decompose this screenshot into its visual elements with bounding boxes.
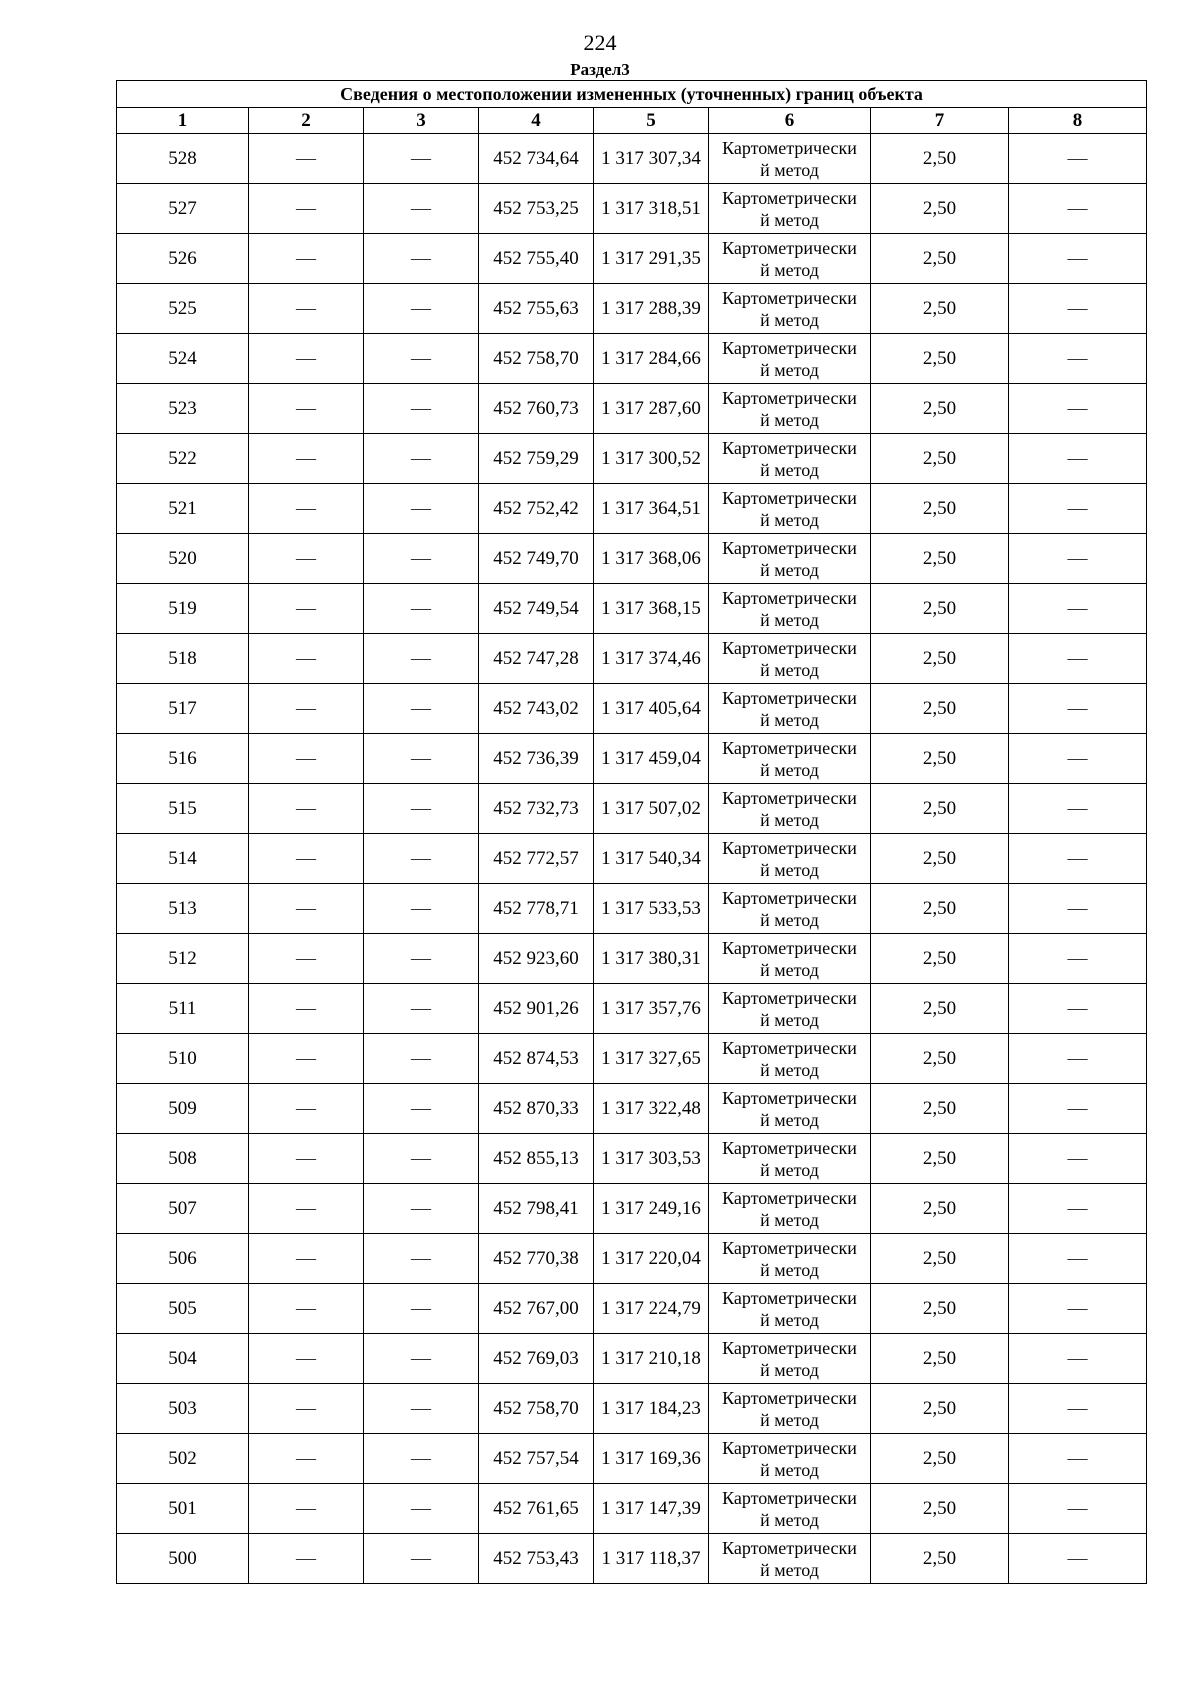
accuracy-cell: 2,50 [871, 1234, 1009, 1284]
table-row [117, 284, 1147, 334]
x-coordinate-cell: 452 732,73 [479, 784, 594, 834]
col3-cell: — [364, 434, 479, 484]
table-row [117, 984, 1147, 1034]
x-coordinate-cell: 452 743,02 [479, 684, 594, 734]
y-coordinate-cell: 1 317 374,46 [594, 634, 709, 684]
accuracy-cell: 2,50 [871, 1434, 1009, 1484]
column-header-4: 4 [479, 108, 594, 134]
method-cell: Картометрически й метод [709, 334, 871, 384]
column-header-7: 7 [871, 108, 1009, 134]
section-title: Раздел3 [570, 60, 630, 79]
y-coordinate-cell: 1 317 118,37 [594, 1534, 709, 1584]
col8-cell: — [1009, 934, 1147, 984]
point-number-cell: 512 [117, 934, 249, 984]
col8-cell: — [1009, 134, 1147, 184]
col8-cell: — [1009, 184, 1147, 234]
col8-cell: — [1009, 734, 1147, 784]
col2-cell: — [249, 384, 364, 434]
x-coordinate-cell: 452 758,70 [479, 334, 594, 384]
x-coordinate-cell: 452 855,13 [479, 1134, 594, 1184]
method-cell: Картометрически й метод [709, 984, 871, 1034]
col2-cell: — [249, 834, 364, 884]
accuracy-cell: 2,50 [871, 1184, 1009, 1234]
col8-cell: — [1009, 584, 1147, 634]
col2-cell: — [249, 334, 364, 384]
col8-cell: — [1009, 784, 1147, 834]
x-coordinate-cell: 452 749,70 [479, 534, 594, 584]
col8-cell: — [1009, 834, 1147, 884]
y-coordinate-cell: 1 317 184,23 [594, 1384, 709, 1434]
col2-cell: — [249, 1234, 364, 1284]
table-row [117, 234, 1147, 284]
point-number-cell: 509 [117, 1084, 249, 1134]
col2-cell: — [249, 784, 364, 834]
x-coordinate-cell: 452 734,64 [479, 134, 594, 184]
col8-cell: — [1009, 1134, 1147, 1184]
x-coordinate-cell: 452 901,26 [479, 984, 594, 1034]
col2-cell: — [249, 634, 364, 684]
table-row [117, 1434, 1147, 1484]
x-coordinate-cell: 452 755,63 [479, 284, 594, 334]
col8-cell: — [1009, 634, 1147, 684]
point-number-cell: 525 [117, 284, 249, 334]
col2-cell: — [249, 484, 364, 534]
table-row [117, 1034, 1147, 1084]
col2-cell: — [249, 1184, 364, 1234]
col3-cell: — [364, 834, 479, 884]
col2-cell: — [249, 584, 364, 634]
point-number-cell: 515 [117, 784, 249, 834]
x-coordinate-cell: 452 753,43 [479, 1534, 594, 1584]
method-cell: Картометрически й метод [709, 1334, 871, 1384]
accuracy-cell: 2,50 [871, 734, 1009, 784]
x-coordinate-cell: 452 755,40 [479, 234, 594, 284]
table-row [117, 1134, 1147, 1184]
col2-cell: — [249, 1384, 364, 1434]
col8-cell: — [1009, 534, 1147, 584]
x-coordinate-cell: 452 874,53 [479, 1034, 594, 1084]
col2-cell: — [249, 1534, 364, 1584]
accuracy-cell: 2,50 [871, 634, 1009, 684]
accuracy-cell: 2,50 [871, 534, 1009, 584]
col2-cell: — [249, 1334, 364, 1384]
column-header-5: 5 [594, 108, 709, 134]
y-coordinate-cell: 1 317 364,51 [594, 484, 709, 534]
method-cell: Картометрически й метод [709, 634, 871, 684]
point-number-cell: 507 [117, 1184, 249, 1234]
x-coordinate-cell: 452 870,33 [479, 1084, 594, 1134]
method-cell: Картометрически й метод [709, 734, 871, 784]
x-coordinate-cell: 452 770,38 [479, 1234, 594, 1284]
col3-cell: — [364, 684, 479, 734]
accuracy-cell: 2,50 [871, 234, 1009, 284]
table-row [117, 734, 1147, 784]
col3-cell: — [364, 884, 479, 934]
col3-cell: — [364, 384, 479, 434]
column-header-3: 3 [364, 108, 479, 134]
method-cell: Картометрически й метод [709, 134, 871, 184]
accuracy-cell: 2,50 [871, 1384, 1009, 1434]
column-header-1: 1 [117, 108, 249, 134]
col3-cell: — [364, 1134, 479, 1184]
col3-cell: — [364, 1034, 479, 1084]
col8-cell: — [1009, 1334, 1147, 1384]
accuracy-cell: 2,50 [871, 184, 1009, 234]
col8-cell: — [1009, 1384, 1147, 1434]
x-coordinate-cell: 452 767,00 [479, 1284, 594, 1334]
table-row [117, 1384, 1147, 1434]
point-number-cell: 510 [117, 1034, 249, 1084]
x-coordinate-cell: 452 759,29 [479, 434, 594, 484]
y-coordinate-cell: 1 317 300,52 [594, 434, 709, 484]
column-header-row [117, 108, 1147, 134]
y-coordinate-cell: 1 317 380,31 [594, 934, 709, 984]
point-number-cell: 519 [117, 584, 249, 634]
point-number-cell: 527 [117, 184, 249, 234]
x-coordinate-cell: 452 749,54 [479, 584, 594, 634]
table-row [117, 884, 1147, 934]
col3-cell: — [364, 634, 479, 684]
table-row [117, 1234, 1147, 1284]
method-cell: Картометрически й метод [709, 1484, 871, 1534]
col3-cell: — [364, 534, 479, 584]
col8-cell: — [1009, 484, 1147, 534]
method-cell: Картометрически й метод [709, 284, 871, 334]
point-number-cell: 506 [117, 1234, 249, 1284]
column-header-2: 2 [249, 108, 364, 134]
y-coordinate-cell: 1 317 327,65 [594, 1034, 709, 1084]
x-coordinate-cell: 452 798,41 [479, 1184, 594, 1234]
col3-cell: — [364, 984, 479, 1034]
accuracy-cell: 2,50 [871, 1334, 1009, 1384]
col2-cell: — [249, 934, 364, 984]
col3-cell: — [364, 334, 479, 384]
col3-cell: — [364, 734, 479, 784]
method-cell: Картометрически й метод [709, 834, 871, 884]
point-number-cell: 500 [117, 1534, 249, 1584]
method-cell: Картометрически й метод [709, 484, 871, 534]
col2-cell: — [249, 1134, 364, 1184]
y-coordinate-cell: 1 317 357,76 [594, 984, 709, 1034]
table-row [117, 584, 1147, 634]
y-coordinate-cell: 1 317 459,04 [594, 734, 709, 784]
table-body [117, 134, 1147, 1584]
col8-cell: — [1009, 1284, 1147, 1334]
x-coordinate-cell: 452 752,42 [479, 484, 594, 534]
table-row [117, 784, 1147, 834]
table-row [117, 184, 1147, 234]
accuracy-cell: 2,50 [871, 1034, 1009, 1084]
col3-cell: — [364, 934, 479, 984]
col3-cell: — [364, 134, 479, 184]
point-number-cell: 501 [117, 1484, 249, 1534]
col2-cell: — [249, 1484, 364, 1534]
point-number-cell: 522 [117, 434, 249, 484]
col2-cell: — [249, 284, 364, 334]
accuracy-cell: 2,50 [871, 434, 1009, 484]
col8-cell: — [1009, 284, 1147, 334]
point-number-cell: 503 [117, 1384, 249, 1434]
y-coordinate-cell: 1 317 220,04 [594, 1234, 709, 1284]
point-number-cell: 524 [117, 334, 249, 384]
accuracy-cell: 2,50 [871, 1284, 1009, 1334]
method-cell: Картометрически й метод [709, 584, 871, 634]
y-coordinate-cell: 1 317 288,39 [594, 284, 709, 334]
x-coordinate-cell: 452 753,25 [479, 184, 594, 234]
y-coordinate-cell: 1 317 249,16 [594, 1184, 709, 1234]
point-number-cell: 528 [117, 134, 249, 184]
col2-cell: — [249, 734, 364, 784]
method-cell: Картометрически й метод [709, 1534, 871, 1584]
table-row [117, 1284, 1147, 1334]
x-coordinate-cell: 452 923,60 [479, 934, 594, 984]
y-coordinate-cell: 1 317 307,34 [594, 134, 709, 184]
table-row [117, 1084, 1147, 1134]
point-number-cell: 516 [117, 734, 249, 784]
y-coordinate-cell: 1 317 303,53 [594, 1134, 709, 1184]
accuracy-cell: 2,50 [871, 384, 1009, 434]
col2-cell: — [249, 1084, 364, 1134]
y-coordinate-cell: 1 317 540,34 [594, 834, 709, 884]
table-row [117, 434, 1147, 484]
method-cell: Картометрически й метод [709, 934, 871, 984]
col8-cell: — [1009, 234, 1147, 284]
col3-cell: — [364, 1384, 479, 1434]
y-coordinate-cell: 1 317 210,18 [594, 1334, 709, 1384]
x-coordinate-cell: 452 747,28 [479, 634, 594, 684]
col3-cell: — [364, 1084, 479, 1134]
x-coordinate-cell: 452 769,03 [479, 1334, 594, 1384]
col2-cell: — [249, 184, 364, 234]
point-number-cell: 508 [117, 1134, 249, 1184]
y-coordinate-cell: 1 317 322,48 [594, 1084, 709, 1134]
col8-cell: — [1009, 884, 1147, 934]
col3-cell: — [364, 234, 479, 284]
col3-cell: — [364, 1484, 479, 1534]
x-coordinate-cell: 452 736,39 [479, 734, 594, 784]
accuracy-cell: 2,50 [871, 284, 1009, 334]
method-cell: Картометрически й метод [709, 684, 871, 734]
point-number-cell: 505 [117, 1284, 249, 1334]
point-number-cell: 517 [117, 684, 249, 734]
col3-cell: — [364, 784, 479, 834]
y-coordinate-cell: 1 317 169,36 [594, 1434, 709, 1484]
column-header-8: 8 [1009, 108, 1147, 134]
table-row [117, 684, 1147, 734]
x-coordinate-cell: 452 758,70 [479, 1384, 594, 1434]
accuracy-cell: 2,50 [871, 334, 1009, 384]
table-row [117, 1184, 1147, 1234]
col8-cell: — [1009, 1184, 1147, 1234]
point-number-cell: 518 [117, 634, 249, 684]
method-cell: Картометрически й метод [709, 534, 871, 584]
method-cell: Картометрически й метод [709, 1234, 871, 1284]
method-cell: Картометрически й метод [709, 1084, 871, 1134]
table-row [117, 1534, 1147, 1584]
y-coordinate-cell: 1 317 368,15 [594, 584, 709, 634]
table-row [117, 484, 1147, 534]
accuracy-cell: 2,50 [871, 484, 1009, 534]
accuracy-cell: 2,50 [871, 884, 1009, 934]
method-cell: Картометрически й метод [709, 434, 871, 484]
col2-cell: — [249, 984, 364, 1034]
point-number-cell: 520 [117, 534, 249, 584]
method-cell: Картометрически й метод [709, 234, 871, 284]
col2-cell: — [249, 684, 364, 734]
accuracy-cell: 2,50 [871, 834, 1009, 884]
table-row [117, 1334, 1147, 1384]
accuracy-cell: 2,50 [871, 134, 1009, 184]
method-cell: Картометрически й метод [709, 784, 871, 834]
point-number-cell: 511 [117, 984, 249, 1034]
table-row [117, 534, 1147, 584]
col3-cell: — [364, 1434, 479, 1484]
col3-cell: — [364, 584, 479, 634]
point-number-cell: 521 [117, 484, 249, 534]
boundary-coordinates-table [116, 80, 1147, 1584]
point-number-cell: 523 [117, 384, 249, 434]
x-coordinate-cell: 452 761,65 [479, 1484, 594, 1534]
y-coordinate-cell: 1 317 368,06 [594, 534, 709, 584]
method-cell: Картометрически й метод [709, 184, 871, 234]
col3-cell: — [364, 1234, 479, 1284]
col2-cell: — [249, 234, 364, 284]
method-cell: Картометрически й метод [709, 1034, 871, 1084]
accuracy-cell: 2,50 [871, 584, 1009, 634]
column-header-6: 6 [709, 108, 871, 134]
method-cell: Картометрически й метод [709, 1134, 871, 1184]
col3-cell: — [364, 284, 479, 334]
table-row [117, 1484, 1147, 1534]
y-coordinate-cell: 1 317 224,79 [594, 1284, 709, 1334]
col3-cell: — [364, 1184, 479, 1234]
y-coordinate-cell: 1 317 318,51 [594, 184, 709, 234]
accuracy-cell: 2,50 [871, 1134, 1009, 1184]
col3-cell: — [364, 1334, 479, 1384]
col8-cell: — [1009, 1484, 1147, 1534]
point-number-cell: 526 [117, 234, 249, 284]
col2-cell: — [249, 534, 364, 584]
col8-cell: — [1009, 1084, 1147, 1134]
accuracy-cell: 2,50 [871, 1484, 1009, 1534]
table-row [117, 934, 1147, 984]
table-row [117, 384, 1147, 434]
point-number-cell: 504 [117, 1334, 249, 1384]
col8-cell: — [1009, 984, 1147, 1034]
x-coordinate-cell: 452 760,73 [479, 384, 594, 434]
x-coordinate-cell: 452 778,71 [479, 884, 594, 934]
x-coordinate-cell: 452 757,54 [479, 1434, 594, 1484]
point-number-cell: 514 [117, 834, 249, 884]
col2-cell: — [249, 1434, 364, 1484]
accuracy-cell: 2,50 [871, 1534, 1009, 1584]
col2-cell: — [249, 884, 364, 934]
point-number-cell: 513 [117, 884, 249, 934]
col3-cell: — [364, 184, 479, 234]
method-cell: Картометрически й метод [709, 1284, 871, 1334]
col3-cell: — [364, 1284, 479, 1334]
table-row [117, 634, 1147, 684]
method-cell: Картометрически й метод [709, 384, 871, 434]
y-coordinate-cell: 1 317 287,60 [594, 384, 709, 434]
table-row [117, 334, 1147, 384]
accuracy-cell: 2,50 [871, 984, 1009, 1034]
accuracy-cell: 2,50 [871, 784, 1009, 834]
col8-cell: — [1009, 334, 1147, 384]
col8-cell: — [1009, 384, 1147, 434]
accuracy-cell: 2,50 [871, 684, 1009, 734]
col2-cell: — [249, 434, 364, 484]
col2-cell: — [249, 1034, 364, 1084]
method-cell: Картометрически й метод [709, 884, 871, 934]
col2-cell: — [249, 1284, 364, 1334]
col8-cell: — [1009, 434, 1147, 484]
method-cell: Картометрически й метод [709, 1384, 871, 1434]
page-number: 224 [583, 30, 617, 55]
table-row [117, 134, 1147, 184]
accuracy-cell: 2,50 [871, 934, 1009, 984]
col8-cell: — [1009, 684, 1147, 734]
y-coordinate-cell: 1 317 147,39 [594, 1484, 709, 1534]
table-row [117, 834, 1147, 884]
method-cell: Картометрически й метод [709, 1184, 871, 1234]
y-coordinate-cell: 1 317 291,35 [594, 234, 709, 284]
col2-cell: — [249, 134, 364, 184]
y-coordinate-cell: 1 317 507,02 [594, 784, 709, 834]
accuracy-cell: 2,50 [871, 1084, 1009, 1134]
col8-cell: — [1009, 1434, 1147, 1484]
point-number-cell: 502 [117, 1434, 249, 1484]
y-coordinate-cell: 1 317 284,66 [594, 334, 709, 384]
col3-cell: — [364, 1534, 479, 1584]
col8-cell: — [1009, 1234, 1147, 1284]
col8-cell: — [1009, 1534, 1147, 1584]
table-caption: Сведения о местоположении измененных (уточненных) границ объекта [117, 81, 1147, 108]
col8-cell: — [1009, 1034, 1147, 1084]
x-coordinate-cell: 452 772,57 [479, 834, 594, 884]
y-coordinate-cell: 1 317 533,53 [594, 884, 709, 934]
col3-cell: — [364, 484, 479, 534]
y-coordinate-cell: 1 317 405,64 [594, 684, 709, 734]
method-cell: Картометрически й метод [709, 1434, 871, 1484]
